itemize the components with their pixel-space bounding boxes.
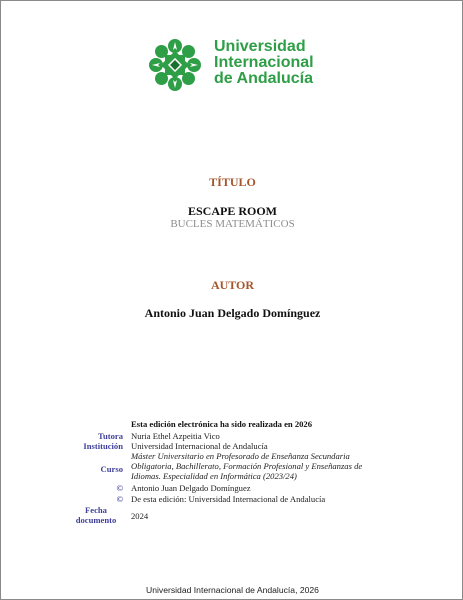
title-heading: TÍTULO	[209, 175, 256, 189]
edition-note: Esta edición electrónica ha sido realizada en 2026	[131, 419, 313, 429]
document-title: ESCAPE ROOM	[187, 204, 277, 218]
metadata-label: Tutora	[98, 431, 123, 441]
author-name: Antonio Juan Delgado Domínguez	[144, 306, 321, 320]
university-logo	[148, 38, 318, 90]
university-emblem-icon	[148, 38, 202, 92]
university-wordmark	[214, 39, 314, 87]
logo-line-1: Universidad	[214, 38, 306, 55]
metadata-value: De esta edición: Universidad Internacional de Andalucía	[131, 494, 326, 504]
document-subtitle: BUCLES MATEMÁTICOS	[170, 218, 295, 230]
page-footer: Universidad Internacional de Andalucía, 2026	[146, 585, 319, 595]
metadata-label: ©	[116, 494, 123, 504]
metadata-label: Fecha documento	[75, 505, 117, 525]
metadata-value: Máster Universitario en Profesorado de Enseñanza Secundaria Obligatoria, Bachillerato, Formación Profesional y Enseñanzas de Idiomas. Especialidad en Informática (2023/24)	[131, 451, 363, 481]
logo-line-3: de Andalucía	[214, 70, 313, 87]
author-heading: AUTOR	[210, 278, 255, 292]
metadata-value: Nuria Ethel Azpeitia Vico	[131, 431, 220, 441]
metadata-label: Curso	[100, 464, 123, 474]
metadata-value: 2024	[131, 511, 149, 521]
metadata-value: Antonio Juan Delgado Domínguez	[131, 483, 251, 493]
metadata-label: ©	[116, 483, 123, 493]
logo-line-2: Internacional	[214, 54, 314, 71]
metadata-value: Universidad Internacional de Andalucía	[131, 441, 268, 451]
metadata-label: Institución	[83, 441, 123, 451]
